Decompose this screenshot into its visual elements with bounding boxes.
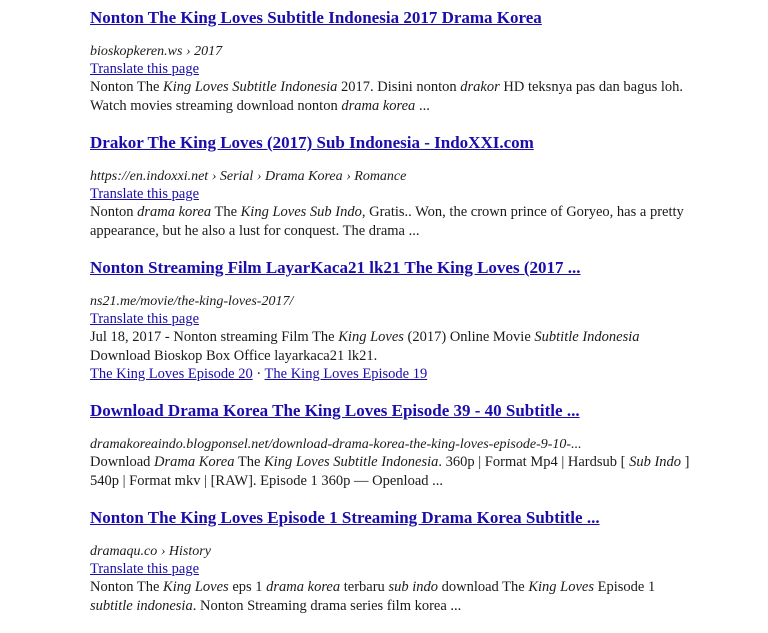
- result-url: bioskopkeren.ws › 2017: [90, 44, 223, 59]
- result-title-link[interactable]: Drakor The King Loves (2017) Sub Indonesia - IndoXXI.com: [90, 133, 534, 152]
- result-snippet: [90, 578, 690, 615]
- snippet-text: . Nonton Streaming drama series film korea ...: [192, 597, 462, 614]
- snippet-text: Download: [90, 454, 155, 470]
- search-result: [90, 8, 690, 115]
- result-snippet: [90, 453, 690, 490]
- result-snippet: [90, 78, 690, 115]
- snippet-emphasis: Subtitle Indonesia: [534, 329, 640, 345]
- sublink-episode-20[interactable]: The King Loves Episode 20: [90, 366, 253, 382]
- translate-page-link[interactable]: Translate this page: [90, 186, 200, 202]
- search-result: [90, 508, 690, 615]
- translate-page-link[interactable]: Translate this page: [90, 561, 200, 577]
- result-title-link[interactable]: Download Drama Korea The King Loves Episode 39 - 40 Subtitle ...: [90, 401, 580, 420]
- result-title-link[interactable]: Nonton Streaming Film LayarKaca21 lk21 The King Loves (2017 ...: [90, 258, 581, 277]
- snippet-emphasis: King Loves: [338, 329, 404, 345]
- result-title-link[interactable]: Nonton The King Loves Subtitle Indonesia 2017 Drama Korea: [90, 8, 542, 27]
- snippet-emphasis: sub indo: [388, 579, 438, 595]
- snippet-text: Nonton The: [90, 79, 164, 95]
- snippet-text: Download Bioskop Box Office layarkaca21 lk21.: [90, 347, 378, 364]
- snippet-text: 2017. Disini nonton: [337, 79, 461, 95]
- snippet-emphasis: King Loves: [528, 579, 594, 595]
- translate-page-link[interactable]: Translate this page: [90, 61, 200, 77]
- sublink-separator: ·: [252, 366, 265, 382]
- result-url: dramakoreaindo.blogponsel.net/download-drama-korea-the-king-loves-episode-9-10-...: [90, 437, 582, 452]
- snippet-text: HD teksnya pas dan bagus loh. Watch movies streaming download nonton: [90, 79, 683, 114]
- snippet-text: , Gratis.. Won, the crown prince of Goryeo, has a pretty appearance, but he also a lust for conquest. The drama ...: [90, 204, 684, 239]
- snippet-emphasis: King Loves: [163, 579, 229, 595]
- snippet-text: download The: [437, 579, 529, 595]
- result-title-link[interactable]: Nonton The King Loves Episode 1 Streaming Drama Korea Subtitle ...: [90, 508, 600, 527]
- snippet-text: . 360p | Format Mp4 | Hardsub [: [438, 454, 630, 470]
- snippet-emphasis: drakor: [460, 79, 500, 95]
- snippet-emphasis: drama korea: [137, 204, 212, 220]
- result-url: dramaqu.co › History: [90, 544, 211, 559]
- snippet-emphasis: drama korea: [341, 97, 416, 114]
- result-sublinks: [90, 365, 690, 383]
- snippet-emphasis: drama korea: [266, 579, 341, 595]
- snippet-emphasis: Sub Indo: [629, 454, 682, 470]
- snippet-text: The: [211, 204, 241, 220]
- snippet-text: ...: [415, 97, 430, 114]
- search-result: [90, 258, 690, 383]
- snippet-text: Nonton The: [90, 579, 164, 595]
- snippet-text: (2017) Online Movie: [403, 329, 535, 345]
- sublink-episode-19[interactable]: The King Loves Episode 19: [264, 366, 428, 382]
- snippet-text: terbaru: [340, 579, 389, 595]
- snippet-text: eps 1: [228, 579, 267, 595]
- snippet-text: ] 540p | Format mkv | [RAW]. Episode 1 360p — Openload ...: [90, 454, 690, 489]
- snippet-text: The: [234, 454, 265, 470]
- snippet-emphasis: subtitle indonesia: [90, 597, 193, 614]
- search-result: [90, 133, 690, 240]
- snippet-emphasis: King Loves Sub Indo: [240, 204, 362, 220]
- result-snippet: [90, 203, 690, 240]
- snippet-emphasis: Drama Korea: [154, 454, 235, 470]
- snippet-text: Nonton: [90, 204, 138, 220]
- snippet-emphasis: King Loves Subtitle Indonesia: [264, 454, 439, 470]
- snippet-emphasis: King Loves Subtitle Indonesia: [163, 79, 338, 95]
- translate-page-link[interactable]: Translate this page: [90, 311, 200, 327]
- result-url: https://en.indoxxi.net › Serial › Drama Korea › Romance: [90, 169, 407, 184]
- search-result: [90, 401, 690, 490]
- snippet-text: Jul 18, 2017 - Nonton streaming Film The: [90, 329, 339, 345]
- snippet-text: Episode 1: [593, 579, 656, 595]
- result-snippet: [90, 328, 690, 365]
- result-url: ns21.me/movie/the-king-loves-2017/: [90, 294, 294, 309]
- search-results: [90, 8, 690, 633]
